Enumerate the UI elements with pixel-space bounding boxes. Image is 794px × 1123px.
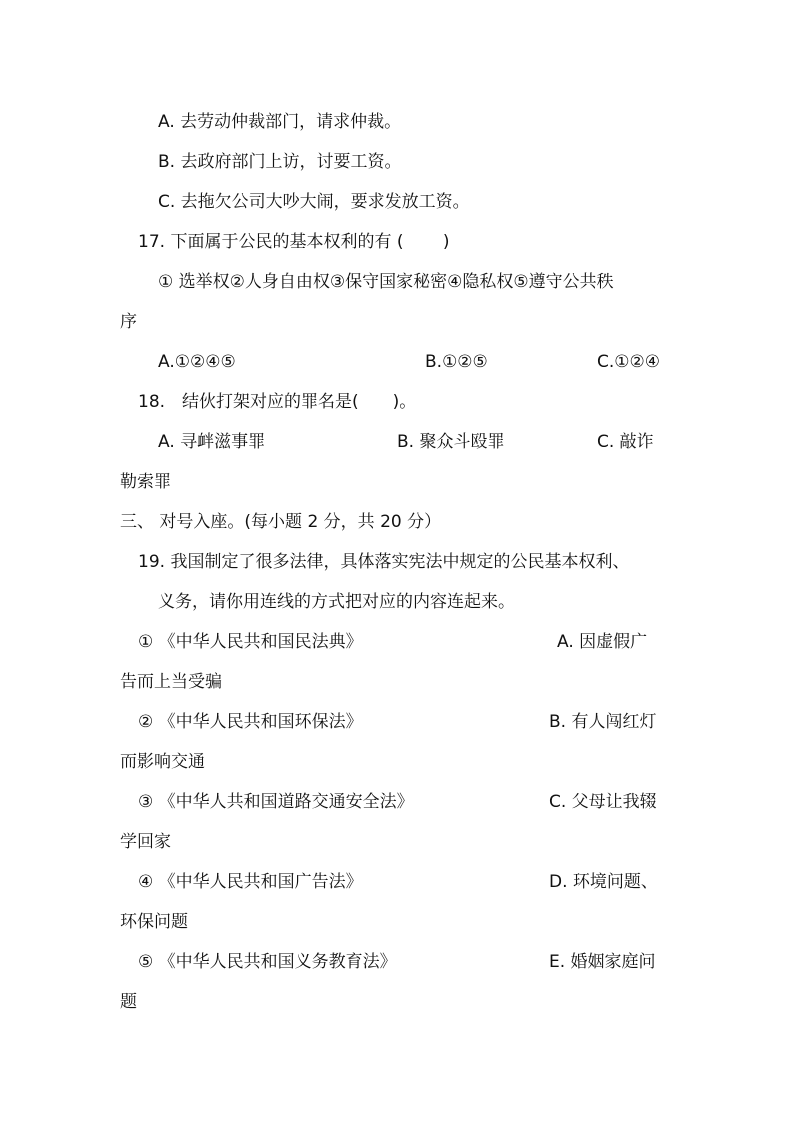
q16-option-a: A. 去劳动仲裁部门，请求仲裁。 (158, 112, 402, 132)
q17-option-a: A.①②④⑤ (158, 352, 236, 372)
q19-right-b: B. 有人闯红灯 (549, 712, 657, 732)
q16-option-c: C. 去拖欠公司大吵大闹，要求发放工资。 (158, 192, 470, 212)
q19-right-d-wrap: 环保问题 (120, 912, 188, 932)
q19-right-c: C. 父母让我辍 (549, 792, 657, 812)
q19-left-2: ② 《中华人民共和国环保法》 (138, 712, 363, 732)
q17-stem: 17. 下面属于公民的基本权利的有 ( ) (138, 232, 450, 252)
q18-option-c: C. 敲诈 (597, 432, 654, 452)
q19-left-3: ③ 《中华人共和国道路交通安全法》 (138, 792, 414, 812)
q19-stem: 19. 我国制定了很多法律，具体落实宪法中规定的公民基本权利、 (138, 552, 630, 572)
q19-left-1: ① 《中华人民共和国民法典》 (138, 632, 363, 652)
q18-option-b: B. 聚众斗殴罪 (397, 432, 505, 452)
q19-right-d: D. 环境问题、 (549, 872, 658, 892)
q16-option-b: B. 去政府部门上访，讨要工资。 (158, 152, 402, 172)
q17-option-c: C.①②④ (597, 352, 660, 372)
q18-option-a: A. 寻衅滋事罪 (158, 432, 266, 452)
q18-option-c-wrap: 勒索罪 (120, 472, 171, 492)
q17-items-wrap: 序 (120, 312, 137, 332)
q19-right-c-wrap: 学回家 (120, 832, 171, 852)
q19-stem-wrap: 义务，请你用连线的方式把对应的内容连起来。 (158, 592, 515, 612)
q19-right-b-wrap: 而影响交通 (120, 752, 205, 772)
q19-left-5: ⑤ 《中华人民共和国义务教育法》 (138, 952, 397, 972)
q17-items: ① 选举权②人身自由权③保守国家秘密④隐私权⑤遵守公共秩 (158, 272, 614, 292)
q18-stem: 18. 结伙打架对应的罪名是( )。 (138, 392, 417, 412)
section-heading: 三、 对号入座。(每小题 2 分，共 20 分） (120, 512, 442, 532)
q19-right-a: A. 因虚假广 (557, 632, 648, 652)
q19-right-e-wrap: 题 (120, 992, 137, 1012)
q19-right-a-wrap: 告而上当受骗 (120, 672, 222, 692)
q19-right-e: E. 婚姻家庭问 (549, 952, 656, 972)
q17-option-b: B.①②⑤ (425, 352, 488, 372)
q19-left-4: ④ 《中华人民共和国广告法》 (138, 872, 363, 892)
